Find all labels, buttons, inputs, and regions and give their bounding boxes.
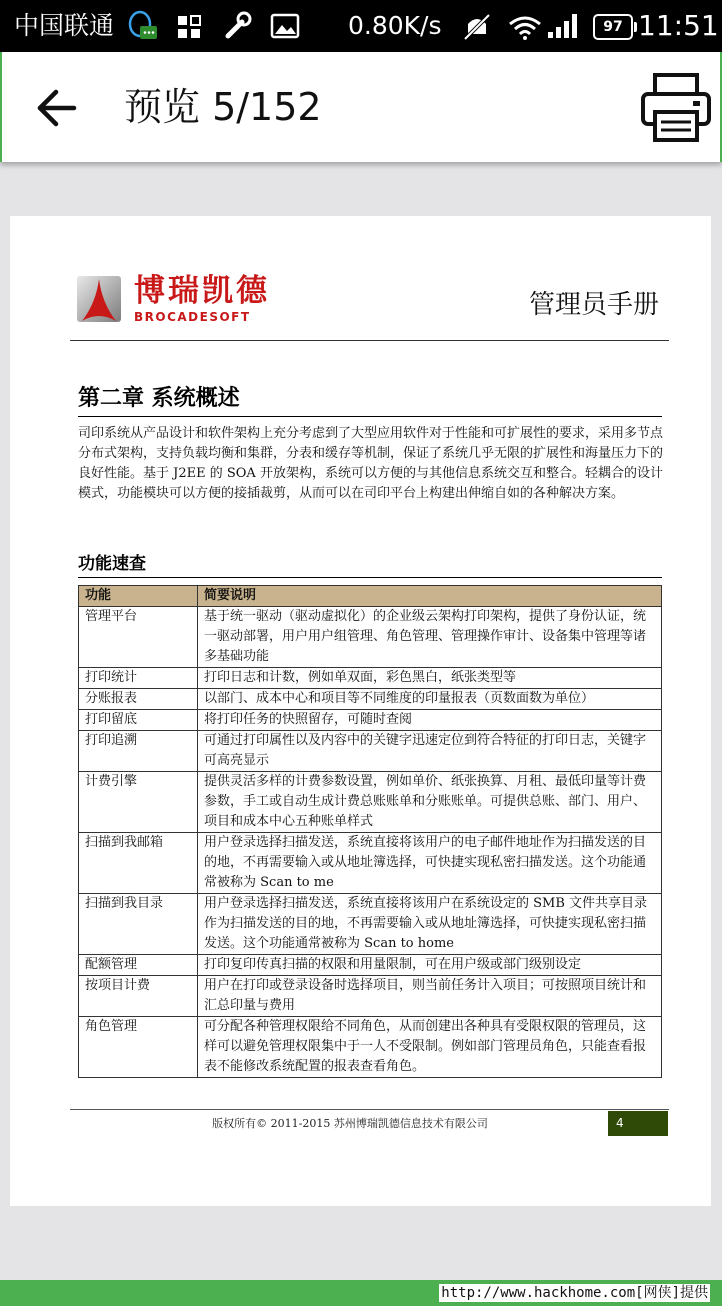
table-row (79, 833, 662, 894)
wrench-icon (222, 10, 252, 42)
logo-text-en: BROCADESOFT (134, 310, 251, 324)
table-row (79, 731, 662, 772)
table-header-row (79, 586, 662, 607)
feature-desc: 以部门、成本中心和项目等不同维度的印量报表（页数面数为单位） (198, 689, 662, 710)
table-header-cell: 功能 (79, 586, 198, 607)
feature-desc: 用户在打印或登录设备时选择项目，则当前任务计入项目；可按照项目统计和汇总印量与费用 (198, 976, 662, 1017)
feature-desc: 可通过打印属性以及内容中的关键字迅速定位到符合特征的打印日志，关键字可高亮显示 (198, 731, 662, 772)
app-grid-icon (176, 14, 202, 40)
qq-notification-icon (126, 8, 160, 44)
logo-mark-icon (76, 275, 122, 323)
page-title: 预览 5/152 (124, 85, 322, 129)
network-speed: 0.80K/s (348, 11, 442, 40)
page-number: 4 (608, 1111, 668, 1136)
feature-desc: 可分配各种管理权限给不同角色，从而创建出各种具有受限权限的管理员，这样可以避免管理权限集中于一人不受限制。例如部门管理员角色，只能查看报表不能修改系统配置的报表查看角色。 (198, 1017, 662, 1078)
watermark-text: http://www.hackhome.com[网侠]提供 (441, 1285, 708, 1301)
feature-desc: 用户登录选择扫描发送，系统直接将该用户在系统设定的 SMB 文件共享目录作为扫描发送的目的地，不再需要输入或从地址簿选择，可快捷实现私密扫描发送。这个功能通常被称为 Scan to home (198, 894, 662, 955)
document-page[interactable] (10, 216, 711, 1206)
table-header-cell: 简要说明 (198, 586, 662, 607)
section-heading: 功能速查 (78, 552, 662, 578)
printer-icon[interactable] (638, 70, 714, 146)
table-row (79, 976, 662, 1017)
feature-name: 打印留底 (79, 710, 198, 731)
intro-paragraph: 司印系统从产品设计和软件架构上充分考虑到了大型应用软件对于性能和可扩展性的要求，采用多节点分布式架构，支持负载均衡和集群，分表和缓存等机制，保证了系统几乎无限的扩展性和海量压力下的良好性能。基于 J2EE 的 SOA 开放架构，系统可以方便的与其他信息系统交互和整合。轻耦合的设计模式，功能模块可以方便的接插裁剪，从而可以在司印平台上构建出伸缩自如的各种解决方案。 (78, 426, 664, 501)
clock: 11:51 (638, 9, 719, 42)
logo-text-cn: 博瑞凯德 (134, 273, 270, 309)
footer-divider (70, 1109, 669, 1110)
chapter-heading: 第二章 系统概述 (78, 384, 662, 417)
feature-name: 角色管理 (79, 1017, 198, 1078)
table-row (79, 894, 662, 955)
table-row (79, 955, 662, 976)
table-row (79, 607, 662, 668)
table-row (79, 1017, 662, 1078)
manual-title: 管理员手册 (528, 290, 659, 320)
feature-name: 打印统计 (79, 668, 198, 689)
feature-name: 打印追溯 (79, 731, 198, 772)
feature-desc: 提供灵活多样的计费参数设置，例如单价、纸张换算、月租、最低印量等计费参数，手工或自动生成计费总账账单和分账账单。可提供总账、部门、用户、项目和成本中心五种账单样式 (198, 772, 662, 833)
feature-name: 分账报表 (79, 689, 198, 710)
battery-icon: 97 (593, 14, 633, 40)
feature-desc: 打印日志和计数，例如单双面，彩色黑白，纸张类型等 (198, 668, 662, 689)
wifi-icon (508, 14, 542, 40)
feature-name: 扫描到我邮箱 (79, 833, 198, 894)
feature-desc: 基于统一驱动（驱动虚拟化）的企业级云架构打印架构，提供了身份认证，统一驱动部署，用户用户组管理、角色管理、管理操作审计、设备集中管理等诸多基础功能 (198, 607, 662, 668)
table-row (79, 689, 662, 710)
feature-desc: 将打印任务的快照留存，可随时查阅 (198, 710, 662, 731)
feature-name: 配额管理 (79, 955, 198, 976)
carrier-label: 中国联通 (14, 11, 115, 40)
company-logo (76, 272, 276, 328)
feature-table (78, 585, 662, 1078)
feature-name: 管理平台 (79, 607, 198, 668)
mute-icon (462, 12, 492, 42)
image-icon (270, 12, 300, 40)
app-bar (0, 52, 722, 162)
feature-name: 计费引擎 (79, 772, 198, 833)
arrow-back-icon[interactable] (26, 80, 90, 136)
table-row (79, 710, 662, 731)
feature-desc: 用户登录选择扫描发送，系统直接将该用户的电子邮件地址作为扫描发送的目的地，不再需要输入或从地址簿选择，可快捷实现私密扫描发送。这个功能通常被称为 Scan to me (198, 833, 662, 894)
table-row (79, 772, 662, 833)
header-divider (70, 340, 669, 341)
copyright-text: 版权所有© 2011-2015 苏州博瑞凯德信息技术有限公司 (212, 1117, 488, 1130)
signal-icon (546, 12, 582, 40)
feature-name: 按项目计费 (79, 976, 198, 1017)
feature-name: 扫描到我目录 (79, 894, 198, 955)
feature-desc: 打印复印传真扫描的权限和用量限制，可在用户级或部门级别设定 (198, 955, 662, 976)
status-bar (0, 0, 722, 52)
bottom-bar (0, 1280, 722, 1306)
table-row (79, 668, 662, 689)
